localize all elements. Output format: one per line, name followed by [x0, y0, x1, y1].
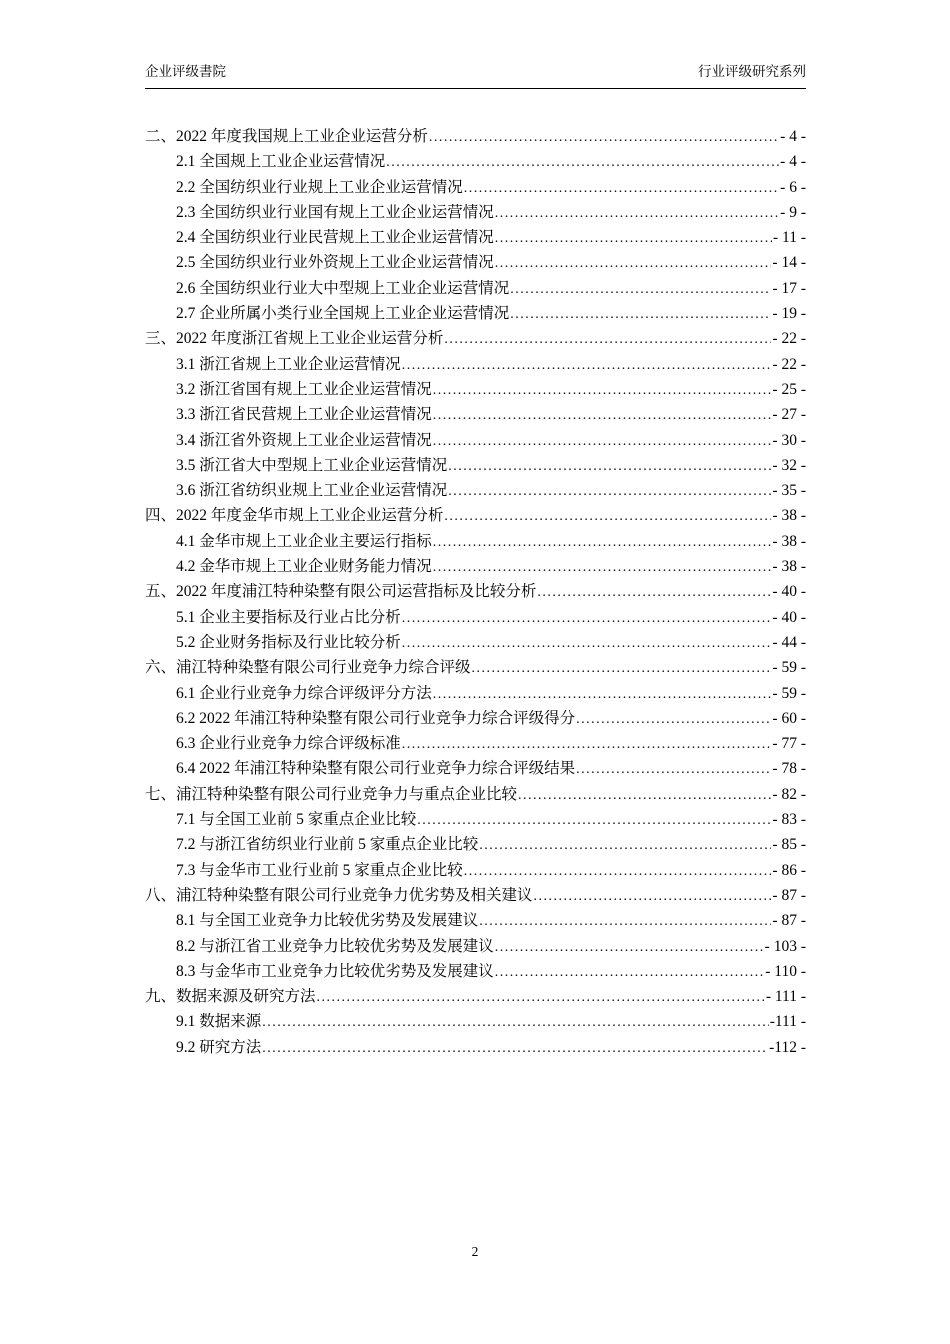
toc-leader-dots: [429, 124, 779, 150]
page-footer: [0, 1242, 950, 1262]
toc-entry-label: 二、2022 年度我国规上工业企业运营分析: [145, 128, 428, 145]
toc-entry[interactable]: [145, 984, 806, 1009]
toc-entry[interactable]: [145, 1009, 806, 1034]
toc-leader-dots: [402, 352, 772, 378]
toc-entry-page-number: - 19 -: [772, 305, 806, 323]
toc-leader-dots: [433, 402, 772, 428]
toc-entry-page-number: - 87 -: [772, 912, 806, 930]
toc-entry-label: 2.4 全国纺织业行业民营规上工业企业运营情况: [176, 229, 494, 247]
toc-entry-page-number: - 77 -: [772, 735, 806, 753]
toc-entry-page-number: - 22 -: [772, 355, 806, 373]
toc-entry-page-number: - 11 -: [773, 229, 806, 247]
toc-entry-page-number: - 25 -: [772, 380, 806, 398]
toc-entry-page-number: - 22 -: [772, 330, 806, 348]
toc-leader-dots: [495, 225, 772, 251]
toc-leader-dots: [317, 984, 765, 1010]
toc-entry-page-number: - 38 -: [772, 507, 806, 525]
toc-entry-label: 七、浦江特种染整有限公司行业竞争力与重点企业比较: [145, 785, 518, 803]
toc-entry[interactable]: [145, 883, 806, 908]
page-number: 2: [471, 1244, 479, 1259]
toc-entry-label: 6.4 2022 年浦江特种染整有限公司行业竞争力综合评级结果: [176, 760, 576, 778]
toc-entry[interactable]: [145, 934, 806, 959]
toc-entry[interactable]: [145, 807, 806, 832]
toc-entry-label: 3.6 浙江省纺织业规上工业企业运营情况: [176, 482, 448, 500]
toc-leader-dots: [433, 428, 772, 454]
toc-entry-page-number: - 4 -: [780, 128, 806, 145]
toc-leader-dots: [262, 1009, 768, 1035]
toc-entry[interactable]: [145, 832, 806, 857]
toc-entry[interactable]: [145, 276, 806, 301]
toc-entry[interactable]: [145, 225, 806, 250]
toc-leader-dots: [464, 858, 772, 884]
toc-entry[interactable]: [145, 149, 806, 174]
toc-entry[interactable]: [145, 478, 806, 503]
toc-leader-dots: [433, 681, 772, 707]
toc-entry-page-number: - 59 -: [772, 659, 806, 677]
toc-leader-dots: [386, 149, 779, 175]
toc-leader-dots: [433, 554, 772, 580]
toc-leader-dots: [576, 706, 771, 732]
toc-entry-page-number: - 35 -: [772, 482, 806, 500]
toc-leader-dots: [495, 250, 772, 276]
toc-entry[interactable]: [145, 124, 806, 149]
toc-leader-dots: [479, 832, 771, 858]
toc-entry[interactable]: [145, 706, 806, 731]
toc-leader-dots: [518, 782, 771, 808]
header-right-text: 行业评级研究系列: [698, 64, 806, 79]
toc-entry-page-number: - 9 -: [780, 203, 806, 221]
toc-leader-dots: [448, 478, 771, 504]
toc-entry[interactable]: [145, 579, 806, 604]
toc-entry[interactable]: [145, 428, 806, 453]
toc-entry[interactable]: [145, 200, 806, 225]
toc-entry[interactable]: [145, 959, 806, 984]
toc-entry[interactable]: [145, 630, 806, 655]
toc-entry-label: 2.1 全国规上工业企业运营情况: [176, 153, 386, 171]
toc-leader-dots: [433, 529, 772, 555]
toc-entry-label: 8.2 与浙江省工业竞争力比较优劣势及发展建议: [176, 937, 494, 955]
toc-entry-page-number: - 38 -: [772, 532, 806, 550]
toc-entry-page-number: - 59 -: [772, 684, 806, 702]
toc-entry-page-number: - 6 -: [780, 178, 806, 196]
toc-leader-dots: [433, 377, 772, 403]
toc-entry-page-number: - 103 -: [764, 937, 806, 955]
toc-leader-dots: [464, 175, 779, 201]
toc-entry-page-number: - 82 -: [772, 785, 806, 803]
toc-leader-dots: [576, 756, 771, 782]
toc-entry[interactable]: [145, 681, 806, 706]
toc-entry-label: 9.1 数据来源: [176, 1013, 262, 1031]
toc-entry[interactable]: [145, 377, 806, 402]
toc-entry-label: 2.5 全国纺织业行业外资规上工业企业运营情况: [176, 254, 494, 272]
toc-leader-dots: [262, 1035, 768, 1061]
toc-entry[interactable]: [145, 250, 806, 275]
toc-entry-label: 6.1 企业行业竞争力综合评级评分方法: [176, 684, 432, 702]
toc-entry-label: 五、2022 年度浦江特种染整有限公司运营指标及比较分析: [145, 583, 537, 601]
toc-entry[interactable]: [145, 301, 806, 326]
toc-entry-label: 8.3 与金华市工业竞争力比较优劣势及发展建议: [176, 962, 494, 980]
toc-entry-label: 6.3 企业行业竞争力综合评级标准: [176, 735, 401, 753]
toc-entry-page-number: - 27 -: [772, 406, 806, 424]
toc-entry-label: 2.3 全国纺织业行业国有规上工业企业运营情况: [176, 203, 494, 221]
toc-entry-label: 7.3 与金华市工业行业前 5 家重点企业比较: [176, 861, 463, 879]
toc-entry-label: 八、浦江特种染整有限公司行业竞争力优劣势及相关建议: [145, 886, 533, 904]
toc-entry-page-number: -111 -: [769, 1013, 806, 1031]
toc-entry[interactable]: [145, 1035, 806, 1060]
toc-leader-dots: [510, 301, 771, 327]
toc-leader-dots: [479, 908, 771, 934]
toc-entry-page-number: - 30 -: [772, 431, 806, 449]
toc-entry-page-number: - 85 -: [772, 836, 806, 854]
toc-entry-label: 4.2 金华市规上工业企业财务能力情况: [176, 558, 432, 576]
toc-entry-page-number: - 40 -: [772, 583, 806, 601]
toc-entry-page-number: -112 -: [769, 1038, 806, 1056]
toc-entry[interactable]: [145, 402, 806, 427]
toc-entry[interactable]: [145, 503, 806, 528]
toc-entry-label: 6.2 2022 年浦江特种染整有限公司行业竞争力综合评级得分: [176, 709, 576, 727]
toc-leader-dots: [537, 579, 771, 605]
toc-leader-dots: [495, 934, 764, 960]
toc-entry-label: 九、数据来源及研究方法: [145, 988, 316, 1006]
toc-entry-label: 7.2 与浙江省纺织业行业前 5 家重点企业比较: [176, 836, 479, 854]
toc-entry-page-number: - 32 -: [772, 456, 806, 474]
toc-entry[interactable]: [145, 605, 806, 630]
toc-leader-dots: [444, 326, 771, 352]
toc-entry-label: 5.2 企业财务指标及行业比较分析: [176, 633, 401, 651]
toc-leader-dots: [402, 605, 772, 631]
toc-entry[interactable]: [145, 352, 806, 377]
toc-entry[interactable]: [145, 326, 806, 351]
toc-entry-label: 4.1 金华市规上工业企业主要运行指标: [176, 532, 432, 550]
toc-entry[interactable]: [145, 175, 806, 200]
toc-entry-label: 2.6 全国纺织业行业大中型规上工业企业运营情况: [176, 279, 510, 297]
toc-entry[interactable]: [145, 453, 806, 478]
toc-entry-label: 7.1 与全国工业前 5 家重点企业比较: [176, 811, 417, 829]
toc-entry-label: 3.1 浙江省规上工业企业运营情况: [176, 355, 401, 373]
toc-entry-page-number: - 110 -: [765, 962, 806, 980]
toc-entry[interactable]: [145, 554, 806, 579]
toc-entry-page-number: - 111 -: [765, 988, 806, 1006]
toc-entry-page-number: - 87 -: [772, 886, 806, 904]
toc-entry[interactable]: [145, 655, 806, 680]
table-of-contents: [145, 124, 806, 1060]
page-header: [145, 62, 806, 89]
toc-entry[interactable]: [145, 756, 806, 781]
toc-leader-dots: [402, 731, 772, 757]
toc-entry-label: 3.4 浙江省外资规上工业企业运营情况: [176, 431, 432, 449]
toc-entry-label: 3.2 浙江省国有规上工业企业运营情况: [176, 380, 432, 398]
toc-entry-label: 3.5 浙江省大中型规上工业企业运营情况: [176, 456, 448, 474]
toc-entry-label: 三、2022 年度浙江省规上工业企业运营分析: [145, 330, 444, 348]
toc-entry-label: 四、2022 年度金华市规上工业企业运营分析: [145, 507, 444, 525]
header-left-text: 企业评级書院: [145, 64, 226, 79]
toc-entry-page-number: - 14 -: [772, 254, 806, 272]
toc-entry[interactable]: [145, 908, 806, 933]
toc-entry[interactable]: [145, 782, 806, 807]
toc-entry-page-number: - 38 -: [772, 558, 806, 576]
toc-leader-dots: [417, 807, 771, 833]
toc-entry-label: 8.1 与全国工业竞争力比较优劣势及发展建议: [176, 912, 479, 930]
toc-entry[interactable]: [145, 731, 806, 756]
toc-leader-dots: [495, 200, 779, 226]
toc-entry-page-number: - 78 -: [772, 760, 806, 778]
toc-entry-page-number: - 60 -: [772, 709, 806, 727]
toc-entry-label: 2.2 全国纺织业行业规上工业企业运营情况: [176, 178, 463, 196]
toc-entry-label: 5.1 企业主要指标及行业占比分析: [176, 608, 401, 626]
toc-leader-dots: [402, 630, 772, 656]
toc-entry[interactable]: [145, 529, 806, 554]
toc-entry[interactable]: [145, 858, 806, 883]
toc-entry-page-number: - 4 -: [780, 153, 806, 171]
toc-leader-dots: [510, 276, 771, 302]
toc-leader-dots: [448, 453, 771, 479]
toc-entry-page-number: - 17 -: [772, 279, 806, 297]
toc-leader-dots: [444, 503, 771, 529]
toc-entry-page-number: - 83 -: [772, 811, 806, 829]
toc-leader-dots: [495, 959, 764, 985]
toc-entry-page-number: - 86 -: [772, 861, 806, 879]
toc-entry-label: 六、浦江特种染整有限公司行业竞争力综合评级: [145, 659, 471, 677]
toc-entry-label: 2.7 企业所属小类行业全国规上工业企业运营情况: [176, 305, 510, 323]
toc-leader-dots: [534, 883, 772, 909]
toc-entry-page-number: - 44 -: [772, 633, 806, 651]
toc-entry-label: 3.3 浙江省民营规上工业企业运营情况: [176, 406, 432, 424]
toc-entry-label: 9.2 研究方法: [176, 1038, 262, 1056]
toc-entry-page-number: - 40 -: [772, 608, 806, 626]
toc-leader-dots: [472, 655, 772, 681]
